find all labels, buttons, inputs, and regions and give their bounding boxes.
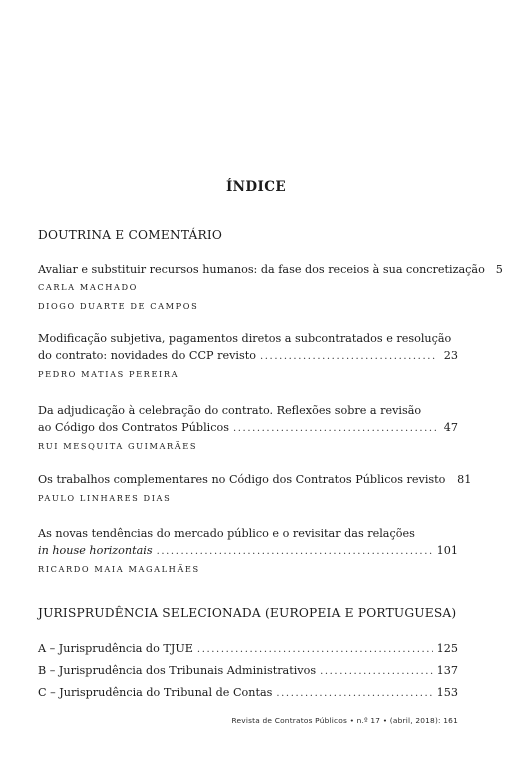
entry-title: Os trabalhos complementares no Código dos Contratos Públicos revisto — [38, 473, 446, 486]
entry-title-line — [38, 261, 503, 278]
page-number: 81 — [457, 473, 472, 486]
entry-title: Avaliar e substituir recursos humanos: da fase dos receios à sua concretização — [38, 263, 485, 276]
page-number: 23 — [443, 349, 458, 362]
toc-entry[interactable] — [38, 640, 458, 658]
entry-title: in house horizontais — [38, 544, 153, 557]
entry-title-line — [38, 347, 458, 365]
toc-entry[interactable] — [38, 662, 458, 680]
entry-title-line — [38, 662, 458, 680]
toc-entry[interactable] — [38, 261, 503, 314]
entry-title-line — [38, 640, 458, 658]
toc-entry[interactable] — [38, 402, 458, 454]
entry-title: ao Código dos Contratos Públicos — [38, 421, 229, 434]
entry-title: Da adjudicação à celebração do contrato. Reflexões sobre a revisão — [38, 404, 422, 417]
toc-entry[interactable] — [38, 471, 472, 506]
entry-title: C – Jurisprudência do Tribunal de Contas — [38, 686, 273, 699]
entry-title: Modificação subjetiva, pagamentos diretos a subcontratados e resolução — [38, 332, 452, 345]
section-heading-doutrina: DOUTRINA E COMENTÁRIO — [38, 228, 223, 242]
page-number: 101 — [436, 544, 458, 557]
toc-entry[interactable] — [38, 330, 458, 382]
dot-leader — [260, 348, 436, 365]
page-number: 47 — [443, 421, 458, 434]
entry-title: B – Jurisprudência dos Tribunais Administrativos — [38, 664, 317, 677]
entry-title: do contrato: novidades do CCP revisto — [38, 349, 256, 362]
entry-title-line — [38, 402, 458, 419]
entry-title-line — [38, 330, 458, 347]
page-number: 137 — [436, 664, 458, 677]
page-number: 153 — [436, 686, 458, 699]
running-footer: Revista de Contratos Públicos • n.º 17 • (abril, 2018): 161 — [231, 716, 458, 725]
dot-leader — [320, 663, 433, 680]
toc-entry[interactable] — [38, 525, 458, 577]
author-name: PEDRO MATIAS PEREIRA — [38, 369, 180, 379]
author-name: DIOGO DUARTE DE CAMPOS — [38, 301, 199, 311]
dot-leader — [157, 543, 433, 560]
entry-title-line — [38, 542, 458, 560]
author-name: PAULO LINHARES DIAS — [38, 493, 172, 503]
author-name: RUI MESQUITA GUIMARÃES — [38, 441, 198, 451]
section-heading-jurisprudencia: JURISPRUDÊNCIA SELECIONADA (EUROPEIA E PORTUGUESA) — [38, 606, 457, 620]
entry-title: A – Jurisprudência do TJUE — [38, 642, 193, 655]
page-number: 5 — [495, 263, 503, 276]
author-name: RICARDO MAIA MAGALHÃES — [38, 564, 200, 574]
toc-entry[interactable] — [38, 684, 458, 702]
page-number: 125 — [436, 642, 458, 655]
entry-title-line — [38, 419, 458, 437]
entry-title-line — [38, 525, 458, 542]
entry-title-line — [38, 471, 472, 489]
dot-leader — [233, 420, 436, 437]
dot-leader — [197, 641, 433, 658]
page-title: ÍNDICE — [225, 179, 287, 195]
dot-leader — [276, 685, 432, 702]
entry-title-line — [38, 684, 458, 702]
author-name: CARLA MACHADO — [38, 282, 138, 292]
entry-title: As novas tendências do mercado público e o revisitar das relações — [38, 527, 415, 540]
